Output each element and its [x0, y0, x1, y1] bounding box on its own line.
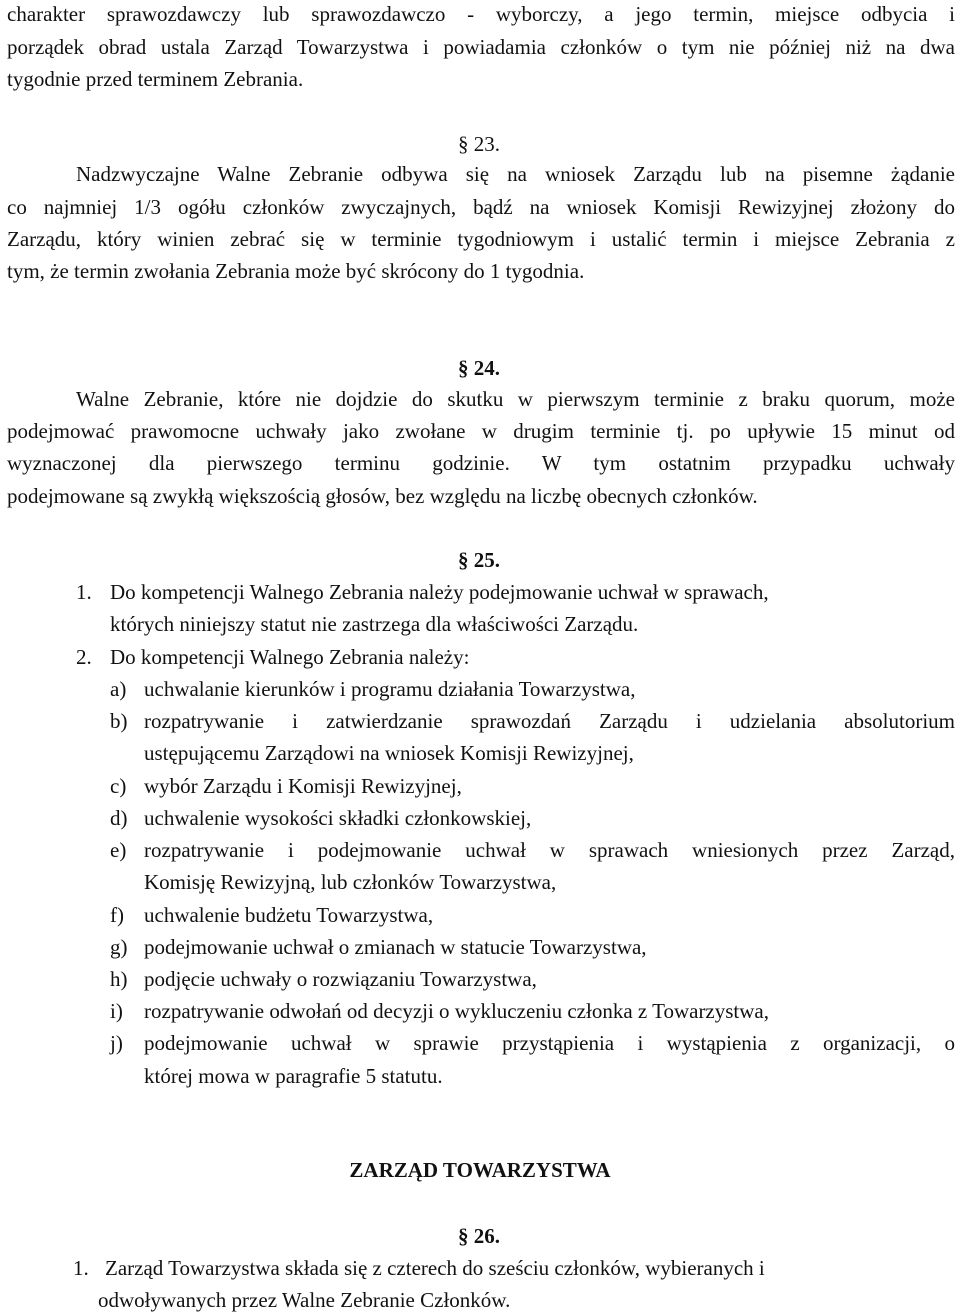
sub-item-j-text-2: której mowa w paragrafie 5 statutu. — [144, 1064, 443, 1088]
section-26-item-1-number: 1. — [73, 1256, 89, 1280]
section-23-heading: § 23. — [458, 132, 500, 156]
intro-line-2: porządek obrad ustala Zarząd Towarzystwa i powiadamia członków o tym nie później niż na dwa — [7, 35, 955, 59]
section-26-item-1-line-2: odwoływanych przez Walne Zebranie Członków. — [98, 1288, 511, 1312]
sub-item-b-text-2: ustępującemu Zarządowi na wniosek Komisji Rewizyjnej, — [144, 741, 634, 765]
intro-line-1: charakter sprawozdawczy lub sprawozdawczo - wyborczy, a jego termin, miejsce odbycia i — [7, 2, 955, 26]
section-26-heading: § 26. — [458, 1224, 500, 1248]
section-24-line-2: podejmować prawomocne uchwały jako zwołane w drugim terminie tj. po upływie 15 minut od — [7, 419, 955, 443]
intro-line-3: tygodnie przed terminem Zebrania. — [7, 67, 304, 91]
sub-item-g-text: podejmowanie uchwał o zmianach w statucie Towarzystwa, — [144, 935, 647, 959]
sub-item-c-text: wybór Zarządu i Komisji Rewizyjnej, — [144, 774, 462, 798]
sub-item-g-letter: g) — [110, 935, 128, 959]
section-25-item-2-line-1: Do kompetencji Walnego Zebrania należy: — [110, 645, 470, 669]
section-26-item-1-line-1: Zarząd Towarzystwa składa się z czterech do sześciu członków, wybieranych i — [105, 1256, 765, 1280]
sub-item-h-letter: h) — [110, 967, 128, 991]
chapter-heading: ZARZĄD TOWARZYSTWA — [349, 1158, 611, 1182]
sub-item-d-letter: d) — [110, 806, 128, 830]
section-25-item-2-number: 2. — [76, 645, 92, 669]
sub-item-a-text: uchwalanie kierunków i programu działania Towarzystwa, — [144, 677, 636, 701]
sub-item-i-text: rozpatrywanie odwołań od decyzji o wykluczeniu członka z Towarzystwa, — [144, 999, 769, 1023]
section-25-item-1-line-2: których niniejszy statut nie zastrzega dla właściwości Zarządu. — [110, 612, 639, 636]
sub-item-c-letter: c) — [110, 774, 127, 798]
sub-item-f-letter: f) — [110, 903, 124, 927]
section-24-heading: § 24. — [458, 356, 500, 380]
sub-item-j-text-1: podejmowanie uchwał w sprawie przystąpienia i wystąpienia z organizacji, o — [144, 1031, 955, 1055]
section-24-line-1: Walne Zebranie, które nie dojdzie do skutku w pierwszym terminie z braku quorum, może — [76, 387, 955, 411]
sub-item-e-text-2: Komisję Rewizyjną, lub członków Towarzystwa, — [144, 870, 557, 894]
sub-item-d-text: uchwalenie wysokości składki członkowskiej, — [144, 806, 532, 830]
section-25-item-1-number: 1. — [76, 580, 92, 604]
sub-item-i-letter: i) — [110, 999, 123, 1023]
section-25-heading: § 25. — [458, 548, 500, 572]
section-24-line-4: podejmowane są zwykłą większością głosów, bez względu na liczbę obecnych członków. — [7, 484, 758, 508]
sub-item-e-letter: e) — [110, 838, 127, 862]
sub-item-b-letter: b) — [110, 709, 128, 733]
sub-item-h-text: podjęcie uchwały o rozwiązaniu Towarzystwa, — [144, 967, 537, 991]
section-25-item-1-line-1: Do kompetencji Walnego Zebrania należy podejmowanie uchwał w sprawach, — [110, 580, 769, 604]
sub-item-a-letter: a) — [110, 677, 127, 701]
sub-item-b-text-1: rozpatrywanie i zatwierdzanie sprawozdań Zarządu i udzielania absolutorium — [144, 709, 955, 733]
sub-item-f-text: uchwalenie budżetu Towarzystwa, — [144, 903, 434, 927]
section-23-line-1: Nadzwyczajne Walne Zebranie odbywa się na wniosek Zarządu lub na pisemne żądanie — [76, 162, 955, 186]
section-24-line-3: wyznaczonej dla pierwszego terminu godzinie. W tym ostatnim przypadku uchwały — [7, 451, 955, 475]
section-23-line-2: co najmniej 1/3 ogółu członków zwyczajnych, bądź na wniosek Komisji Rewizyjnej złożony do — [7, 195, 955, 219]
section-23-line-3: Zarządu, który winien zebrać się w terminie tygodniowym i ustalić termin i miejsce Zebrania z — [7, 227, 955, 251]
section-23-line-4: tym, że termin zwołania Zebrania może być skrócony do 1 tygodnia. — [7, 259, 585, 283]
sub-item-e-text-1: rozpatrywanie i podejmowanie uchwał w sprawach wniesionych przez Zarząd, — [144, 838, 955, 862]
sub-item-j-letter: j) — [110, 1031, 123, 1055]
